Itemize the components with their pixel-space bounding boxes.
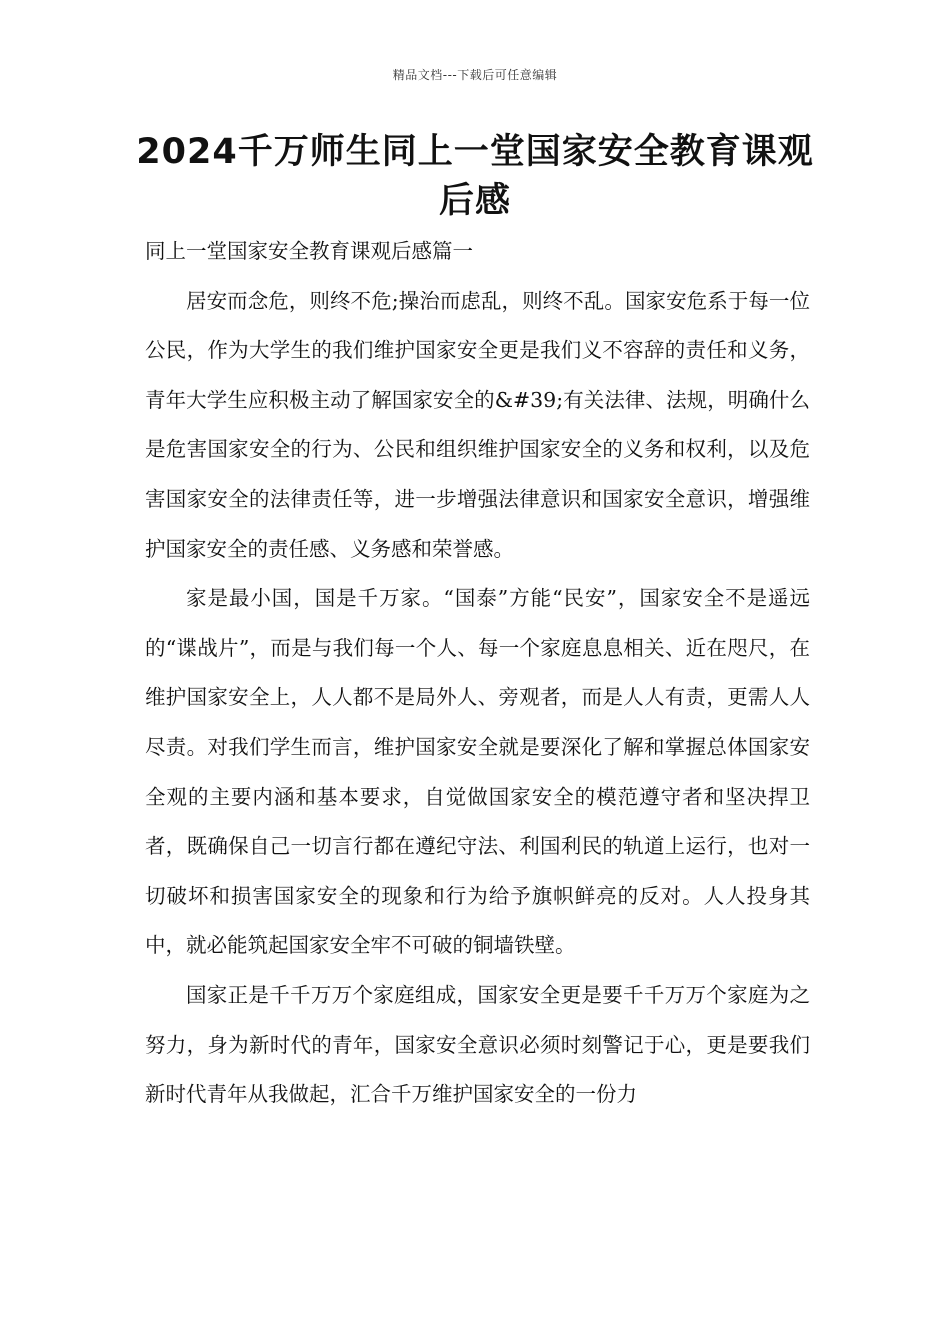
paragraph-2: 家是最小国，国是千万家。“国泰”方能“民安”，国家安全不是遥远的“谍战片”，而是与我们每一个人、每一个家庭息息相关、近在咫尺，在维护国家安全上，人人都不是局外人、旁观者，而是人人有责，更需人人尽责。对我们学生而言，维护国家安全就是要深化了解和掌握总体国家安全观的主要内涵和基本要求，自觉做国家安全的模范遵守者和坚决捍卫者，既确保自己一切言行都在遵纪守法、利国利民的轨道上运行，也对一切破坏和损害国家安全的现象和行为给予旗帜鲜亮的反对。人人投身其中，就必能筑起国家安全牢不可破的铜墙铁壁。: [145, 586, 810, 958]
document-body: [145, 227, 810, 1120]
paragraph-3: 国家正是千千万万个家庭组成，国家安全更是要千千万万个家庭为之努力，身为新时代的青年，国家安全意识必须时刻警记于心，更是要我们新时代青年从我做起，汇合千万维护国家安全的一份力: [145, 982, 810, 1107]
paragraph-1: 居安而念危，则终不危;操治而虑乱，则终不乱。国家安危系于每一位公民，作为大学生的我们维护国家安全更是我们义不容辞的责任和义务，青年大学生应积极主动了解国家安全的&#39;有关法律、法规，明确什么是危害国家安全的行为、公民和组织维护国家安全的义务和权利，以及危害国家安全的法律责任等，进一步增强法律意识和国家安全意识，增强维护国家安全的责任感、义务感和荣誉感。: [145, 288, 810, 561]
section-subheading: 同上一堂国家安全教育课观后感篇一: [145, 239, 473, 263]
header-note: 精品文档---下载后可任意编辑: [392, 68, 558, 82]
document-title: 2024千万师生同上一堂国家安全教育课观后感: [136, 132, 814, 221]
